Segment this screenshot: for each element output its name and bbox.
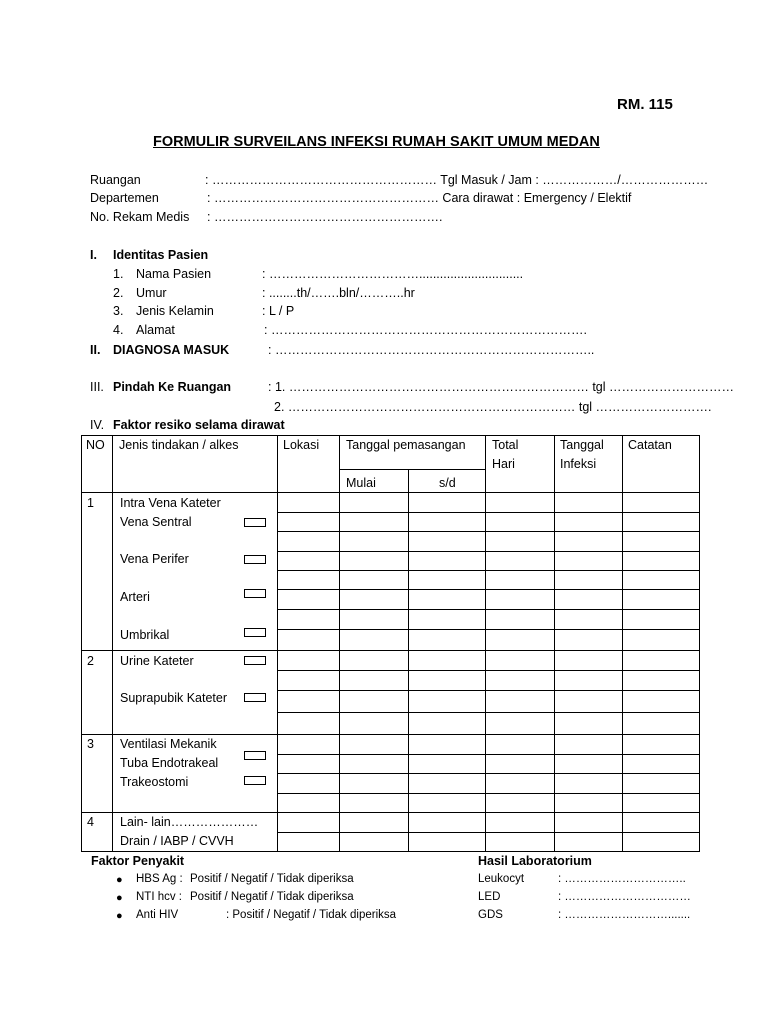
- row-number: 4: [87, 815, 94, 829]
- umbrikal-checkbox[interactable]: [244, 628, 266, 637]
- tindakan-drain: Drain / IABP / CVVH: [120, 834, 234, 848]
- nama-pasien-label: Nama Pasien: [136, 267, 212, 281]
- row-number: 3: [87, 737, 94, 751]
- vena-perifer-checkbox[interactable]: [244, 555, 266, 564]
- header-hari: Hari: [492, 457, 515, 471]
- diagnosa-value: : …………………………………………………………………..: [268, 343, 595, 357]
- ruangan-label: Ruangan: [90, 173, 141, 187]
- header-lokasi: Lokasi: [283, 438, 320, 452]
- bullet-icon: ●: [116, 874, 123, 886]
- header-catatan: Catatan: [628, 438, 672, 452]
- jenis-kelamin-label: Jenis Kelamin: [136, 304, 214, 318]
- section1-numeral: I.: [90, 248, 97, 262]
- tuba-endotrakeal-checkbox[interactable]: [244, 751, 266, 760]
- rekam-medis-value: : ……………………………………………….: [207, 210, 443, 224]
- header-jenis: Jenis tindakan / alkes: [119, 438, 239, 452]
- tindakan-vena-sentral: Vena Sentral: [120, 515, 192, 529]
- header-sd: s/d: [439, 476, 456, 490]
- tindakan-ventilasi: Ventilasi Mekanik: [120, 737, 217, 751]
- suprapubik-checkbox[interactable]: [244, 693, 266, 702]
- rekam-medis-label: No. Rekam Medis: [90, 210, 190, 224]
- row-number: 2: [87, 654, 94, 668]
- item-num: 1.: [113, 267, 124, 281]
- header-total: Total: [492, 438, 519, 452]
- tindakan-arteri: Arteri: [120, 590, 150, 604]
- led-label: LED: [478, 891, 501, 903]
- section1-title: Identitas Pasien: [113, 248, 209, 262]
- section2-title: DIAGNOSA MASUK: [113, 343, 230, 357]
- bullet-icon: ●: [116, 910, 123, 922]
- alamat-label: Alamat: [136, 323, 175, 337]
- pindah-line2: 2. …………………………………………………………… tgl ……………………….: [274, 400, 712, 414]
- header-no: NO: [86, 438, 105, 452]
- section4-numeral: IV.: [90, 418, 105, 432]
- row-number: 1: [87, 496, 94, 510]
- header-infeksi: Infeksi: [560, 457, 597, 471]
- urine-kateter-checkbox[interactable]: [244, 656, 266, 665]
- section3-title: Pindah Ke Ruangan: [113, 380, 232, 394]
- tindakan-suprapubik: Suprapubik Kateter: [120, 691, 228, 705]
- header-tanggal-pemasangan: Tanggal pemasangan: [346, 438, 466, 452]
- departemen-value: : ……………………………………………… Cara dirawat : Emergency / Elektif: [207, 191, 632, 205]
- bullet-icon: ●: [116, 892, 123, 904]
- departemen-label: Departemen: [90, 191, 159, 205]
- hbs-ag-value: Positif / Negatif / Tidak diperiksa: [190, 873, 354, 885]
- anti-hiv-value: : Positif / Negatif / Tidak diperiksa: [226, 909, 397, 921]
- hbs-ag-label: HBS Ag :: [136, 873, 183, 885]
- section4-title: Faktor resiko selama dirawat: [113, 418, 285, 432]
- jenis-kelamin-value: : L / P: [262, 304, 295, 318]
- tindakan-intra-vena: Intra Vena Kateter: [120, 496, 221, 510]
- page-title: FORMULIR SURVEILANS INFEKSI RUMAH SAKIT UMUM MEDAN: [153, 134, 600, 150]
- tindakan-vena-perifer: Vena Perifer: [120, 552, 189, 566]
- umur-label: Umur: [136, 286, 167, 300]
- section2-numeral: II.: [90, 343, 101, 357]
- led-value: : ……………………………: [558, 891, 691, 903]
- tindakan-urine-kateter: Urine Kateter: [120, 654, 194, 668]
- item-num: 4.: [113, 323, 124, 337]
- anti-hiv-label: Anti HIV: [136, 909, 179, 921]
- tindakan-trakeostomi: Trakeostomi: [120, 775, 189, 789]
- ruangan-value: : ……………………………………………… Tgl Masuk / Jam : ………………/…………………: [205, 173, 709, 187]
- document-code: RM. 115: [617, 96, 673, 113]
- header-tanggal: Tanggal: [560, 438, 604, 452]
- nti-hcv-value: Positif / Negatif / Tidak diperiksa: [190, 891, 354, 903]
- gds-label: GDS: [478, 909, 503, 921]
- nti-hcv-label: NTI hcv :: [136, 891, 183, 903]
- pindah-line1: : 1. ……………………………………………………………… tgl …………………………: [268, 380, 734, 394]
- trakeostomi-checkbox[interactable]: [244, 776, 266, 785]
- section3-numeral: III.: [90, 380, 104, 394]
- tindakan-tuba-endotrakeal: Tuba Endotrakeal: [120, 756, 219, 770]
- item-num: 3.: [113, 304, 124, 318]
- hasil-lab-title: Hasil Laboratorium: [478, 854, 592, 868]
- alamat-value: : ………………………………………………………………….: [264, 323, 587, 337]
- faktor-penyakit-title: Faktor Penyakit: [91, 854, 185, 868]
- tindakan-umbrikal: Umbrikal: [120, 628, 170, 642]
- item-num: 2.: [113, 286, 124, 300]
- leukocyt-value: : …………………………..: [558, 873, 686, 885]
- leukocyt-label: Leukocyt: [478, 873, 525, 885]
- tindakan-lain-lain: Lain- lain…………………: [120, 815, 259, 829]
- gds-value: : ……………………….......: [558, 909, 691, 921]
- umur-value: : ........th/…….bln/………..hr: [262, 286, 415, 300]
- nama-pasien-value: : ………………………………..............................: [262, 267, 524, 281]
- header-mulai: Mulai: [346, 476, 376, 490]
- vena-sentral-checkbox[interactable]: [244, 518, 266, 527]
- arteri-checkbox[interactable]: [244, 589, 266, 598]
